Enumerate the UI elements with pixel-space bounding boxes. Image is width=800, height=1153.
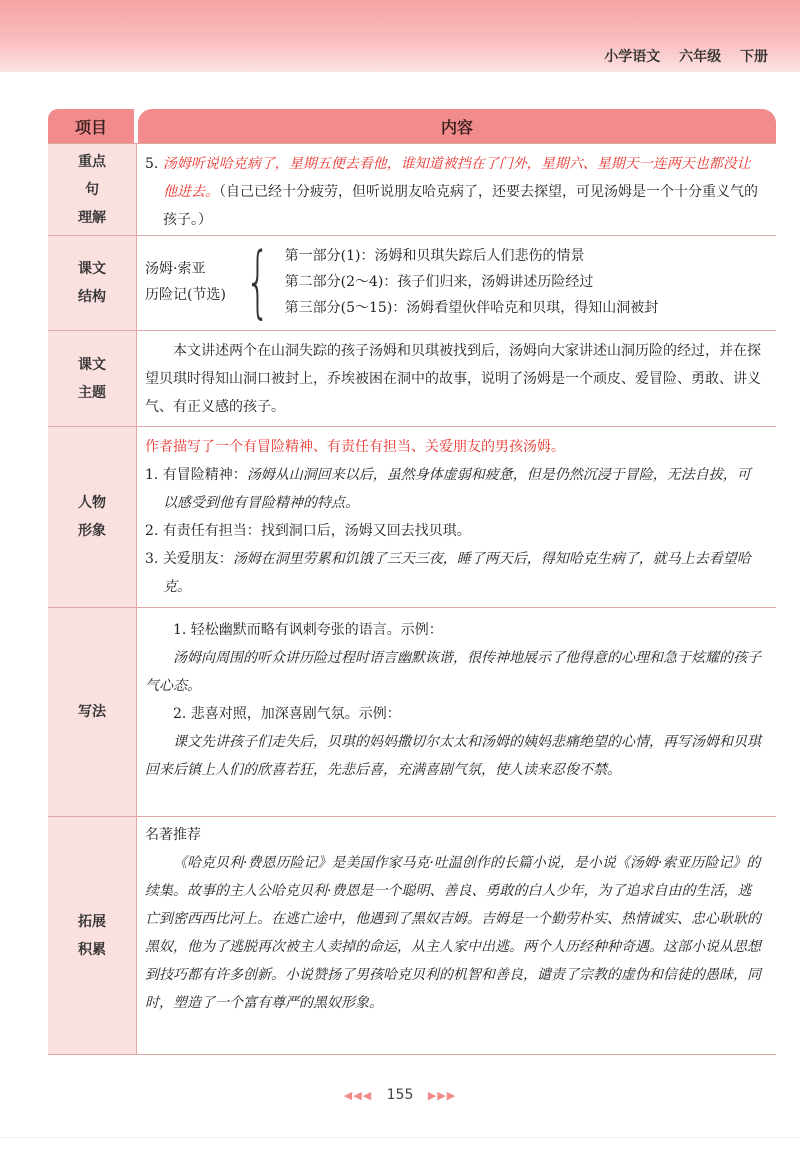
brace-icon: {	[245, 237, 271, 327]
label-line: 课文	[78, 261, 106, 277]
table-row-structure	[48, 235, 776, 330]
point-number: 1.	[145, 467, 159, 483]
table-row-writing	[48, 607, 776, 816]
table-row-extend	[48, 816, 776, 1055]
label-line: 理解	[78, 209, 106, 226]
row-label-structure	[48, 236, 137, 330]
writing-example: 汤姆向周围的听众讲历险过程时语言幽默诙谐，很传神地展示了他得意的心理和急于炫耀的孩子气心态。	[145, 650, 761, 694]
content-table	[48, 109, 776, 1055]
point-head: 有责任有担当：	[162, 523, 261, 539]
row-content-writing	[137, 608, 776, 816]
point-number: 3.	[145, 551, 159, 567]
label-line: 人物	[78, 495, 106, 511]
book-label	[604, 46, 768, 66]
label-line: 积累	[78, 941, 106, 958]
row-label-writing	[48, 608, 137, 816]
page-number-text: 155	[386, 1087, 414, 1103]
label-line: 拓展	[78, 913, 106, 930]
grade-label: 六年级	[679, 49, 722, 65]
page-number	[0, 1087, 800, 1103]
point-text: 汤姆从山洞回来以后，虽然身体虚弱和疲惫，但是仍然沉浸于冒险，无法自拔，可以感受到他有冒险精神的特点。	[163, 467, 751, 511]
character-point	[145, 517, 764, 545]
table-header	[48, 109, 776, 143]
label-line: 重点句	[78, 153, 106, 198]
title-line: 历险记(节选)	[145, 287, 226, 303]
writing-point-title: 2. 悲喜对照，加深喜剧气氛。示例：	[173, 706, 401, 722]
row-label-key-sentence	[48, 144, 137, 235]
writing-example: 课文先讲孩子们走失后，贝琪的妈妈撒切尔太太和汤姆的姨妈悲痛绝望的心情，再写汤姆和贝琪回来后镇上人们的欣喜若狂，先悲后喜，充满喜剧气氛，使人读来忍俊不禁。	[145, 734, 761, 778]
label-line: 主题	[78, 384, 106, 401]
table-row-theme	[48, 330, 776, 426]
character-point	[145, 461, 764, 517]
right-arrows-icon: ▶▶▶	[427, 1089, 457, 1102]
point-head: 有冒险精神：	[162, 467, 247, 483]
sentence-number: 5.	[145, 156, 159, 172]
subject-label: 小学语文	[604, 49, 661, 65]
key-sentence-explanation: （自己已经十分疲劳，但听说朋友哈克病了，还要去探望，可见汤姆是一个十分重义气的孩子。）	[163, 184, 758, 228]
column-header-item: 项目	[48, 109, 134, 143]
point-text: 汤姆在洞里劳累和饥饿了三天三夜，睡了两天后，得知哈克生病了，就马上去看望哈克。	[163, 551, 751, 595]
text-title	[145, 256, 233, 308]
label-line: 写法	[78, 704, 106, 720]
label-line: 课文	[78, 356, 106, 373]
extend-text: 《哈克贝利·费恩历险记》是美国作家马克·吐温创作的长篇小说，是小说《汤姆·索亚历险记》的续集。故事的主人公哈克贝利·费恩是一个聪明、善良、勇敢的白人少年，为了追求自由的生活，逃亡到密西西比河上。在逃亡途中，他遇到了黑奴吉姆。吉姆是一个勤劳朴实、热情诚实、忠心耿耿的黑奴，他为了逃脱再次被主人卖掉的命运，从主人家中出逃。两个人历经种种奇遇。这部小说从思想到技巧都有许多创新。小说赞扬了男孩哈克贝利的机智和善良，谴责了宗教的虚伪和信徒的愚昧，同时，塑造了一个富有尊严的黑奴形象。	[145, 855, 761, 1011]
structure-part: 第一部分(1)：汤姆和贝琪失踪后人们悲伤的情景	[284, 248, 585, 264]
table-row-character	[48, 426, 776, 607]
point-number: 2.	[145, 523, 159, 539]
point-text: 找到洞口后，汤姆又回去找贝琪。	[260, 523, 471, 539]
row-content-theme	[137, 331, 776, 426]
left-arrows-icon: ◀◀◀	[343, 1089, 373, 1102]
extend-heading: 名著推荐	[145, 827, 201, 843]
point-head: 关爱朋友：	[162, 551, 233, 567]
label-line: 形象	[78, 523, 106, 539]
row-content-character	[137, 427, 776, 607]
key-sentence-quote: 汤姆听说哈克病了，星期五便去看他，谁知道被挡在了门外，星期六、星期天一连两天也都没让他进去。	[162, 156, 751, 200]
structure-part: 第三部分(5～15)：汤姆看望伙伴哈克和贝琪，得知山洞被封	[284, 300, 659, 316]
structure-parts	[285, 243, 659, 321]
row-content-key-sentence	[137, 144, 776, 235]
row-content-structure	[137, 236, 776, 330]
character-point	[145, 545, 764, 601]
writing-point-title: 1. 轻松幽默而略有讽刺夸张的语言。示例：	[173, 622, 443, 638]
label-line: 结构	[78, 289, 106, 305]
row-label-character	[48, 427, 137, 607]
row-label-theme	[48, 331, 137, 426]
title-line: 汤姆·索亚	[145, 261, 206, 277]
structure-part: 第二部分(2～4)：孩子们归来，汤姆讲述历险经过	[284, 274, 594, 290]
bottom-divider	[0, 1137, 800, 1138]
table-row-key-sentence	[48, 143, 776, 235]
column-header-content: 内容	[138, 109, 776, 143]
row-content-extend	[137, 817, 776, 1054]
character-summary: 作者描写了一个有冒险精神、有责任有担当、关爱朋友的男孩汤姆。	[145, 439, 565, 455]
row-label-extend	[48, 817, 137, 1054]
volume-label: 下册	[740, 49, 768, 65]
theme-text: 本文讲述两个在山洞失踪的孩子汤姆和贝琪被找到后，汤姆向大家讲述山洞历险的经过，并在探望贝琪时得知山洞口被封上，乔埃被困在洞中的故事，说明了汤姆是一个顽皮、爱冒险、勇敢、讲义气、有正义感的孩子。	[145, 343, 761, 415]
